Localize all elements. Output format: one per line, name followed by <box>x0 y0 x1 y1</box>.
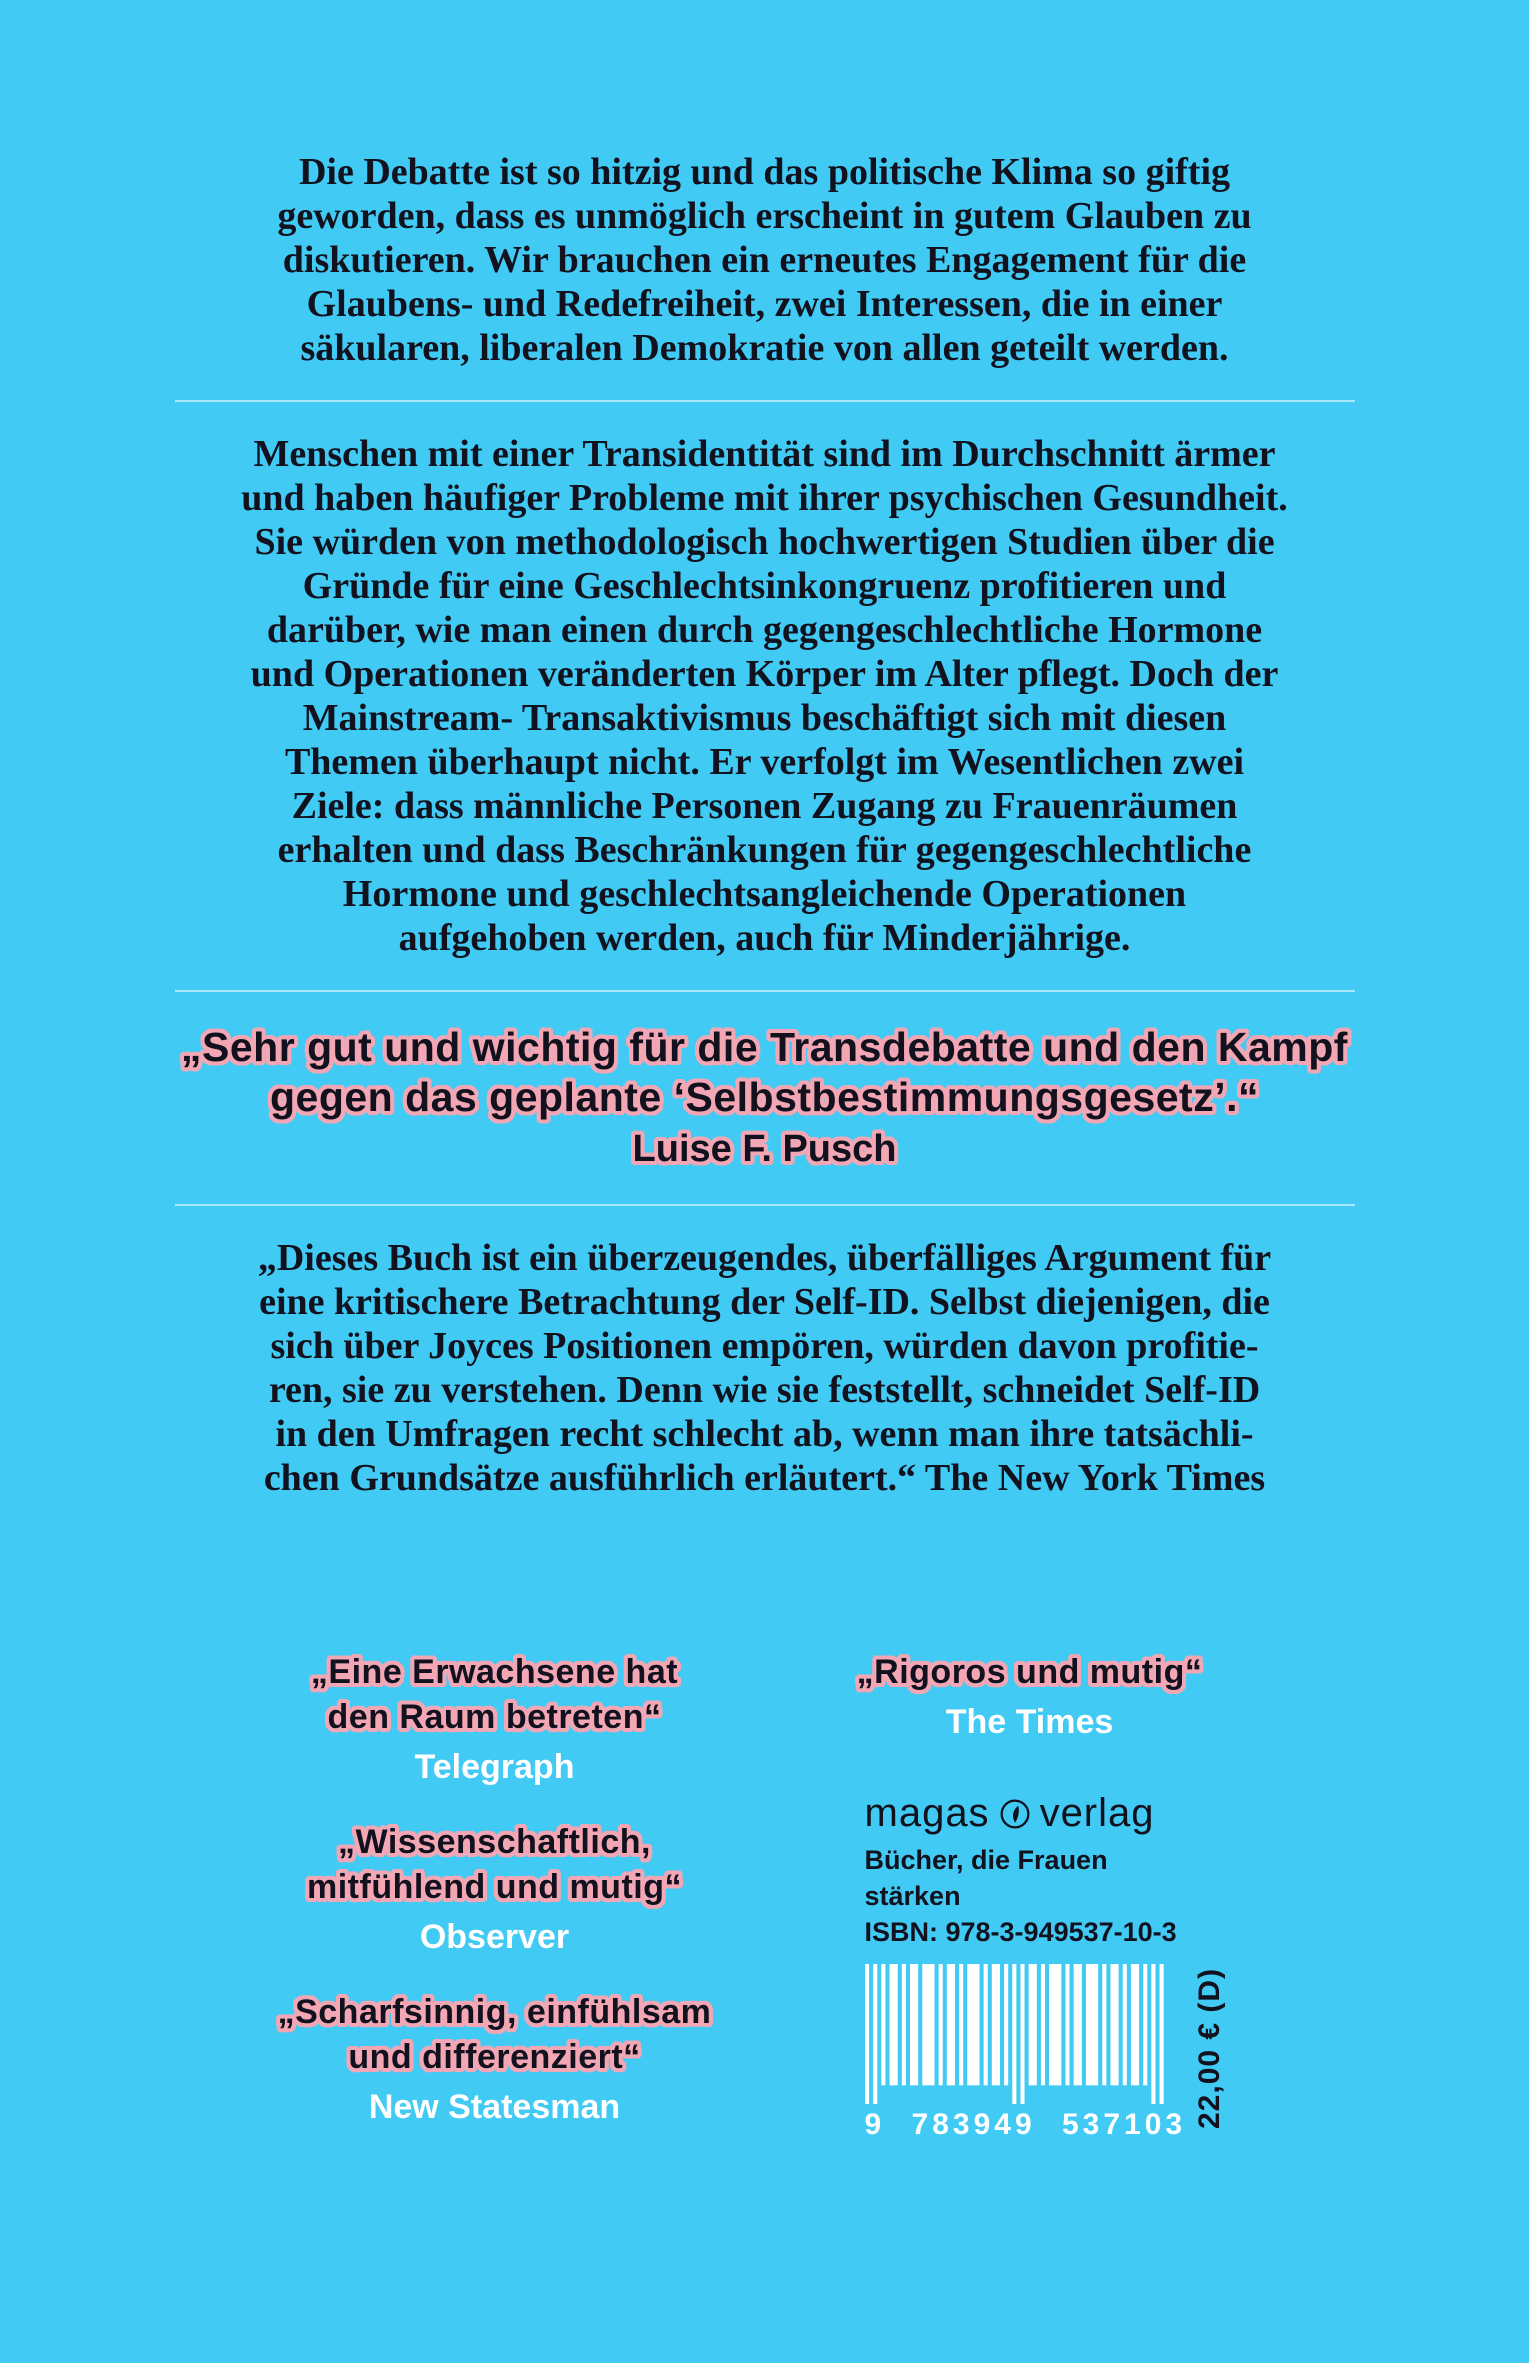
text-line: Glaubens- und Redefreiheit, zwei Interessen, die in einer <box>306 283 1223 325</box>
featured-quote-line: „Sehr gut und wichtig für die Transdebatte und den Kampf <box>181 1024 1348 1070</box>
text-line: sich über Joyces Positionen empören, würden davon profitie- <box>270 1325 1259 1367</box>
press-quote-line: „Eine Erwachsene hat <box>310 1653 679 1691</box>
publisher-logo-text-left: magas <box>864 1791 990 1835</box>
press-quote-source: Telegraph <box>414 1748 575 1786</box>
publisher-block <box>864 1791 1226 2142</box>
divider <box>175 1204 1355 1206</box>
text-line: Die Debatte ist so hitzig und das politische Klima so giftig <box>298 151 1231 193</box>
featured-quote-lines <box>115 1022 1415 1122</box>
blurb-trans-identity <box>125 432 1405 960</box>
barcode <box>865 1964 1165 2104</box>
press-quote-the-times <box>790 1650 1270 1745</box>
press-quote-line: „Wissenschaftlich, <box>338 1823 651 1861</box>
text-line: aufgehoben werden, auch für Minderjährige. <box>398 917 1131 959</box>
publisher-logo-text-right: verlag <box>1039 1791 1155 1835</box>
press-quote-line: „Rigoros und mutig“ <box>856 1653 1203 1691</box>
press-quote-telegraph <box>260 1650 730 1790</box>
price-label: 22,00 € (D) <box>1192 1967 1226 2130</box>
text-line: Themen überhaupt nicht. Er verfolgt im Wesentlichen zwei <box>284 741 1245 783</box>
press-quote-source: Observer <box>419 1918 570 1956</box>
press-and-publisher <box>0 1650 1529 2160</box>
blurb-nyt-review <box>125 1236 1405 1500</box>
text-line: eine kritischere Betrachtung der Self-ID. Selbst diejenigen, die <box>259 1281 1270 1323</box>
text-line: und Operationen veränderten Körper im Alter pflegt. Doch der <box>250 653 1279 695</box>
text-line: Menschen mit einer Transidentität sind im Durchschnitt ärmer <box>253 433 1276 475</box>
publisher-column <box>790 1650 1270 2160</box>
featured-quote <box>115 1022 1415 1174</box>
press-quote-line: „Scharfsinnig, einfühlsam <box>277 1993 712 2031</box>
press-quotes-column <box>260 1650 730 2160</box>
magas-verlag-logo <box>865 1791 1195 1836</box>
divider <box>175 990 1355 992</box>
press-quote-source: New Statesman <box>368 2088 621 2126</box>
press-quote-lines <box>260 1650 730 1740</box>
text-line: Mainstream- Transaktivismus beschäftigt sich mit diesen <box>302 697 1227 739</box>
featured-quote-attribution: Luise F. Pusch <box>632 1128 897 1170</box>
press-quote-line: mitfühlend und mutig“ <box>307 1868 682 1906</box>
press-quote-observer <box>260 1820 730 1960</box>
press-quote-lines <box>260 1820 730 1910</box>
text-line: „Dieses Buch ist ein überzeugendes, überfälliges Argument für <box>257 1237 1272 1279</box>
text-line: Hormone und geschlechtsangleichende Operationen <box>342 873 1187 915</box>
text-line: geworden, dass es unmöglich erscheint in gutem Glauben zu <box>277 195 1252 237</box>
text-line: Gründe für eine Geschlechtsinkongruenz profitieren und <box>302 565 1227 607</box>
barcode-digits: 9 783949 537103 <box>864 2108 1187 2141</box>
text-line: ren, sie zu verstehen. Denn wie sie feststellt, schneidet Self-ID <box>268 1369 1261 1411</box>
text-line: Sie würden von methodologisch hochwertigen Studien über die <box>254 521 1275 563</box>
featured-quote-line: gegen das geplante ‘Selbstbestimmungsgesetz’.“ <box>269 1074 1259 1120</box>
press-quote-line: den Raum betreten“ <box>327 1698 662 1736</box>
barcode-block <box>864 1964 1226 2142</box>
publisher-isbn: ISBN: 978-3-949537-10-3 <box>864 1917 1177 1947</box>
divider <box>175 400 1355 402</box>
text-line: Ziele: dass männliche Personen Zugang zu Frauenräumen <box>291 785 1238 827</box>
text-line: in den Umfragen recht schlecht ab, wenn man ihre tatsächli- <box>275 1413 1254 1455</box>
publisher-tagline: Bücher, die Frauen stärken <box>864 1845 1108 1911</box>
text-line: diskutieren. Wir brauchen ein erneutes Engagement für die <box>282 239 1247 281</box>
text-line: säkularen, liberalen Demokratie von allen geteilt werden. <box>300 327 1229 369</box>
press-quote-line: und differenziert“ <box>348 2038 641 2076</box>
text-line: und haben häufiger Probleme mit ihrer psychischen Gesundheit. <box>241 477 1288 519</box>
press-quote-lines <box>790 1650 1270 1695</box>
publisher-logo-icon <box>999 1798 1031 1830</box>
press-quote-new-statesman <box>260 1990 730 2130</box>
text-line: erhalten und dass Beschränkungen für gegengeschlechtliche <box>277 829 1252 871</box>
press-quote-source: The Times <box>945 1703 1114 1741</box>
text-line: chen Grundsätze ausführlich erläutert.“ The New York Times <box>263 1457 1266 1499</box>
press-quote-lines <box>260 1990 730 2080</box>
blurb-debate <box>125 150 1405 370</box>
text-line: darüber, wie man einen durch gegengeschlechtliche Hormone <box>266 609 1263 651</box>
